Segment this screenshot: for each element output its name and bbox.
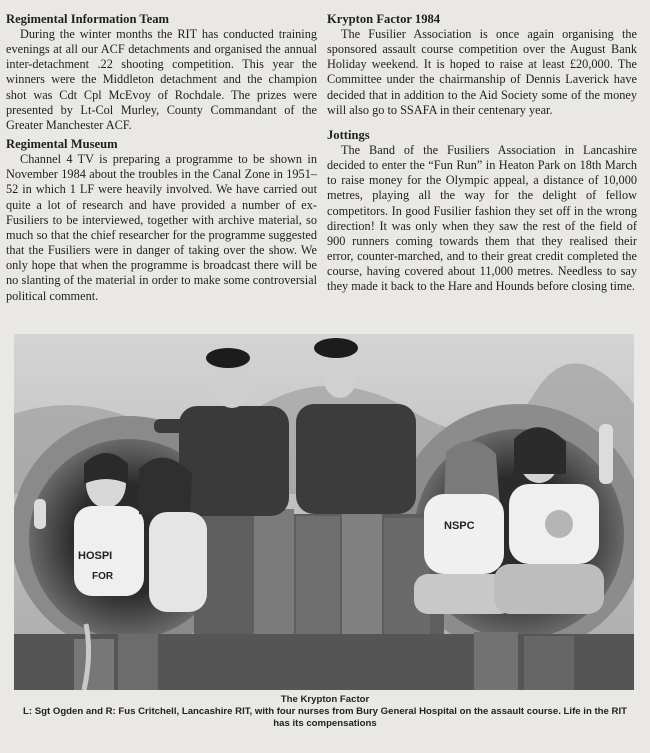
jottings-body: The Band of the Fusiliers Association in Lancashire decided to enter the “Fun Run” in Heaton Park on 18th March to raise money for the Olympic appeal, a distance of 10,000 metres, playing all the way for the delight of fellow competitors. In good Fusilier fashion they set off in the wrong direction! It was only when they saw the rest of the field of 900 runners coming towards them that they realised their error, counter-marched, and to their great credit completed the course, having covered about 11,000 metres. Needless to say they made it back to the Hare and Hounds before closing time.: [327, 142, 637, 294]
rit-body: During the winter months the RIT has conducted training evenings at all our ACF detachments and organised the annual inter-detachment .22 shooting competition. This year the winners were the Middleton detachment and the champion shot was Cdt Cpl McEvoy of Rochdale. The prizes were presented by Lt-Col Murley, County Commandant of the Greater Manchester ACF.: [6, 27, 317, 132]
shirt-text-right: NSPC: [444, 520, 475, 532]
caption-title: The Krypton Factor: [280, 694, 370, 705]
shirt-text-left: HOSPI: [78, 550, 113, 562]
jottings-heading: Jottings: [327, 127, 370, 142]
assault-course-photo: [14, 334, 634, 690]
photo-caption: [0, 694, 650, 730]
right-column: [327, 12, 637, 295]
rit-heading: Regimental Information Team: [6, 12, 170, 26]
krypton-heading: Krypton Factor 1984: [327, 12, 441, 26]
shirt-text-left-2: FOR: [92, 571, 114, 582]
caption-body: L: Sgt Ogden and R: Fus Critchell, Lancashire RIT, with four nurses from Bury General Hospital on the assault course. Life in the RIT has its compensations: [23, 706, 627, 729]
museum-heading: Regimental Museum: [6, 137, 118, 152]
krypton-body: The Fusilier Association is once again organising the sponsored assault course competition over the August Bank Holiday weekend. It is hoped to raise at least £20,000. The Committee under the chairmanship of Dennis Laverick have decided that in addition to the Aid Society some of the money will also go to SSAFA in their centenary year.: [327, 27, 637, 117]
museum-body: Channel 4 TV is preparing a programme to be shown in November 1984 about the troubles in the Canal Zone in 1951–52 in which 1 LF were heavily involved. We have carried out quite a lot of research and have provided a number of ex-Fusiliers to be interviewed, together with archive material, so much so that the chief researcher for the programme suggested that the Fusiliers were in danger of taking over the show. We only hope that when the programme is broadcast there will be no slanting of the material in order to make some controversial political comment.: [6, 152, 317, 303]
left-column: [6, 12, 317, 304]
